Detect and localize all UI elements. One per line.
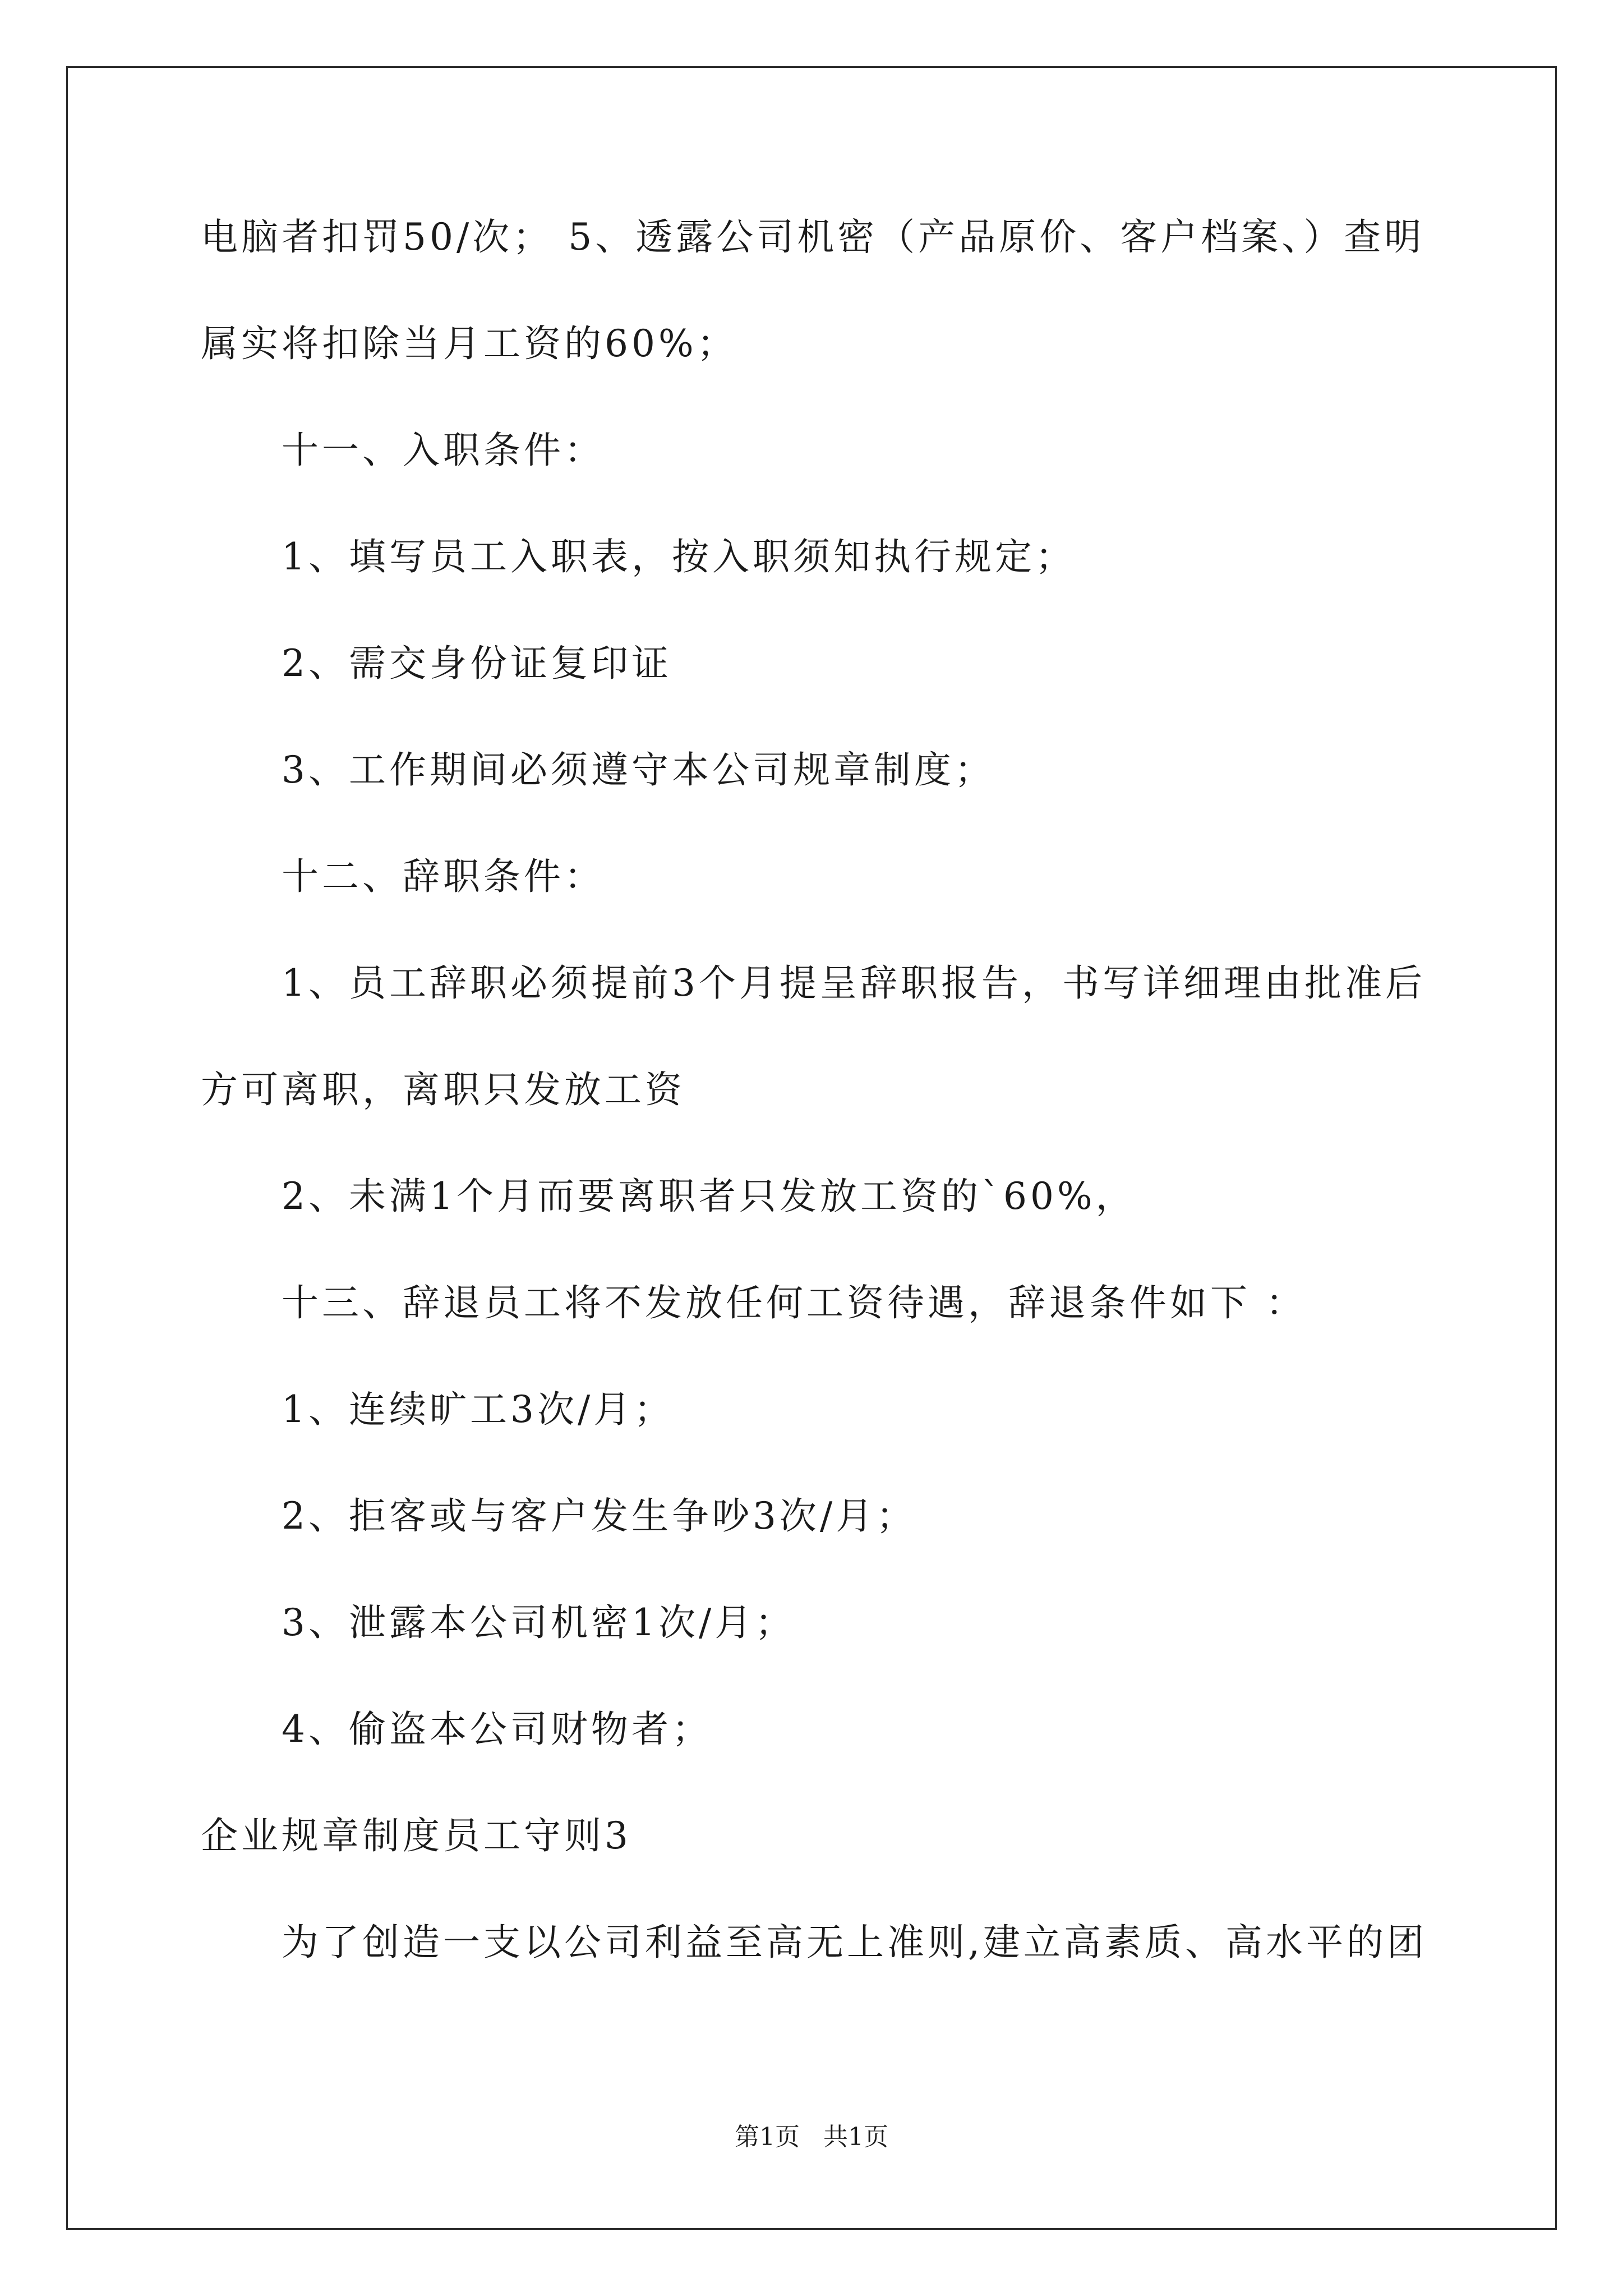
text-line: 为了创造一支以公司利益至高无上准则,建立高素质、高水平的团: [282, 1921, 1427, 1964]
list-item: 1、填写员工入职表，按入职须知执行规定；: [282, 535, 1076, 578]
text-line: 方可离职，离职只发放工资: [201, 1068, 685, 1111]
text-line: 属实将扣除当月工资的60%；: [201, 322, 737, 365]
list-item: 1、员工辞职必须提前3个月提呈辞职报告，书写详细理由批准后: [282, 961, 1426, 1005]
section-heading: 十一、入职条件：: [282, 429, 605, 472]
section-heading: 十二、辞职条件：: [282, 855, 605, 898]
list-item: 1、连续旷工3次/月；: [282, 1388, 675, 1431]
list-item: 4、偷盗本公司财物者；: [282, 1708, 712, 1751]
list-item: 2、未满1个月而要离职者只发放工资的`60%，: [282, 1175, 1136, 1218]
section-heading: 十三、辞退员工将不发放任何工资待遇，辞退条件如下 ：: [282, 1281, 1306, 1324]
list-item: 3、泄露本公司机密1次/月；: [282, 1601, 796, 1644]
list-item: 2、需交身份证复印证: [282, 642, 672, 685]
text-line: 电脑者扣罚50/次； 5、透露公司机密（产品原价、客户档案、）查明: [201, 215, 1425, 259]
page-number-footer: 第1页 共1页: [735, 2123, 888, 2151]
list-item: 3、工作期间必须遵守本公司规章制度；: [282, 748, 995, 792]
document-title: 企业规章制度员工守则3: [201, 1814, 631, 1857]
list-item: 2、拒客或与客户发生争吵3次/月；: [282, 1494, 917, 1538]
page-border: [66, 66, 1557, 2230]
